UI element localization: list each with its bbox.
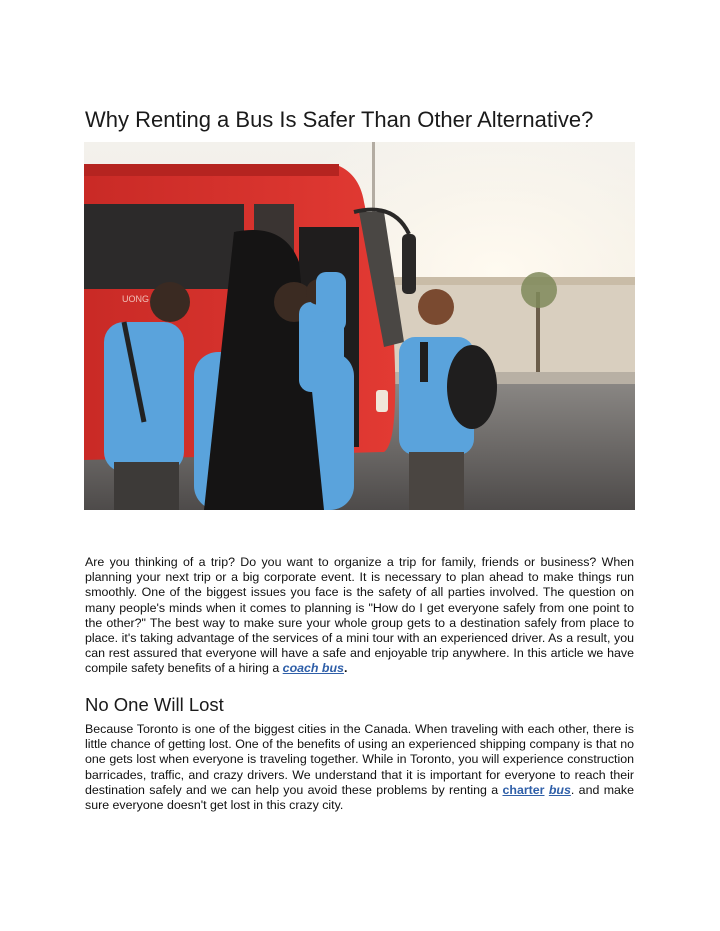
page-title: Why Renting a Bus Is Safer Than Other Alternative? — [85, 107, 594, 132]
section-paragraph — [85, 722, 634, 813]
section-text: Because Toronto is one of the biggest cities in the Canada. When traveling with each other, there is little chance of getting lost. One of the benefits of using an experienced shipping company is that no one gets lost when everyone is traveling together. While in Toronto, you will experience construction barricades, traffic, and crazy drivers. We understand that it is important for everyone to reach their destination safely and we can help you avoid these problems by renting a — [85, 722, 634, 797]
section-end: . and make sure everyone doesn't get lost in this crazy city. — [85, 782, 635, 813]
section-heading: No One Will Lost — [85, 694, 224, 715]
bus-lettering: UONG — [122, 294, 149, 304]
intro-text: Are you thinking of a trip? Do you want to organize a trip for family, friends or business? When planning your next trip or a big corporate event. It is necessary to plan ahead to make things run smoothly. One of the biggest issues you face is the safety of all parties involved. The question on many people's minds when it comes to planning is "How do I get everyone safely from one point to the other?" The best way to make sure your whole group gets to a destination safely from place to place. it's taking advantage of the services of a mini tour with an experienced driver. As a result, you can rest assured that everyone will have a safe and enjoyable trip anywhere. In this article we have compile safety benefits of a hiring a — [85, 555, 634, 676]
intro-paragraph — [85, 555, 634, 677]
charter-bus-link[interactable]: bus — [548, 782, 571, 797]
charter-link[interactable]: charter — [502, 782, 545, 797]
coach-bus-link[interactable]: coach bus — [282, 661, 344, 676]
intro-end: . — [343, 661, 348, 676]
bus-photo — [84, 142, 635, 510]
